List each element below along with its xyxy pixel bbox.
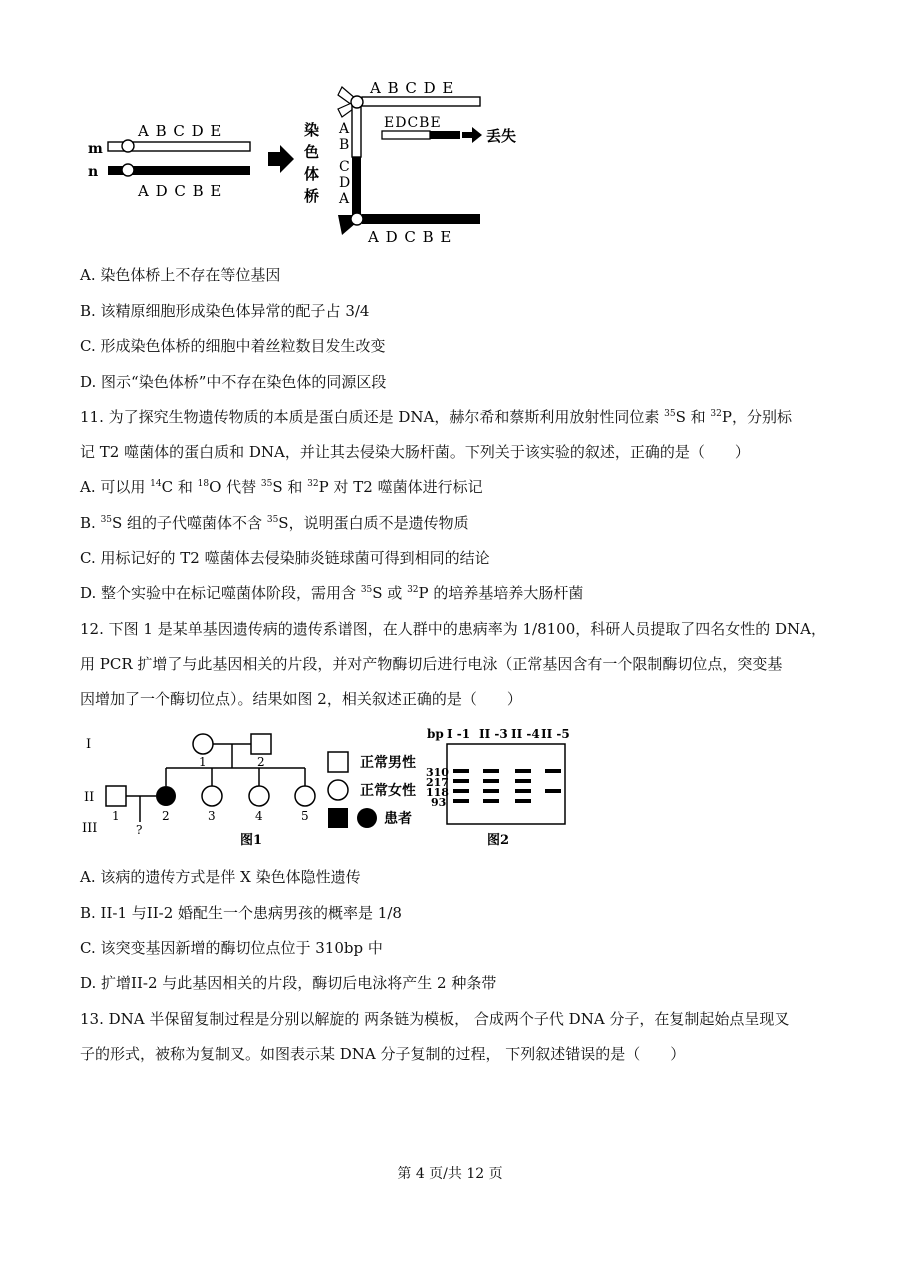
q12-option-d: D. 扩增II-2 与此基因相关的片段，酶切后电泳将产生 2 种条带 <box>80 974 497 992</box>
legend-normal-female: 正常女性 <box>360 783 416 799</box>
q10-option-a: A. 染色体桥上不存在等位基因 <box>80 266 281 284</box>
bottom-genes: A D C B E <box>368 228 453 246</box>
band <box>453 799 469 803</box>
q13-stem-1: 13. DNA 半保留复制过程是分别以解旋的 两条链为模板， 合成两个子代 DNA 分子，在复制起始点呈现叉 <box>80 1010 790 1028</box>
q11-stem-2: 记 T2 噬菌体的蛋白质和 DNA，并让其去侵染大肠杆菌。下列关于该实验的叙述，正确的是（ ） <box>80 443 750 461</box>
female-II-3 <box>202 786 222 806</box>
num-II-5: 5 <box>301 809 309 823</box>
fragment-genes: EDCBE <box>384 115 442 131</box>
gen-label-2: II <box>84 790 95 805</box>
gel-frame <box>447 744 565 824</box>
q12-stem-3: 因增加了一个酶切位点）。结果如图 2，相关叙述正确的是（ ） <box>80 690 522 708</box>
q11-option-a: A. 可以用 $^{14}$C 和 $^{18}$O 代替 $^{35}$S 和 $^{32}$P 对 T2 噬菌体进行标记 <box>80 478 483 496</box>
num-I-1: 1 <box>199 755 207 769</box>
bridge-gene-3: D <box>339 175 351 191</box>
q11-stem-1: 11. 为了探究生物遗传物质的本质是蛋白质还是 DNA，赫尔希和蔡斯利用放射性同位素 $^{35}$S 和 $^{32}$P，分别标 <box>80 408 792 426</box>
m-genes: A B C D E <box>138 122 223 140</box>
gen-label-1: I <box>86 737 92 752</box>
fragment-white <box>382 131 430 139</box>
band <box>515 769 531 773</box>
band <box>515 799 531 803</box>
num-II-2: 2 <box>162 809 170 823</box>
q12-stem-1: 12. 下图 1 是某单基因遗传病的遗传系谱图，在人群中的患病率为 1/8100，科研人员提取了四名女性的 DNA， <box>80 620 826 638</box>
bridge-label-0: 染 <box>304 121 320 139</box>
q11-option-c: C. 用标记好的 T2 噬菌体去侵染肺炎链球菌可得到相同的结论 <box>80 549 490 567</box>
fragment-black <box>430 131 460 139</box>
legend-patient: 患者 <box>384 811 412 827</box>
chromosome-bridge-figure <box>80 75 540 250</box>
q13-stem-2: 子的形式，被称为复制叉。如图表示某 DNA 分子复制的过程， 下列叙述错误的是（ ） <box>80 1045 686 1063</box>
legend-female-icon <box>328 780 348 800</box>
bridge-label-1: 色 <box>304 143 320 161</box>
bridge-gene-2: C <box>339 159 350 175</box>
female-I-1 <box>193 734 213 754</box>
bottom-chromosome <box>362 214 480 224</box>
child-III-unknown: ? <box>136 823 143 837</box>
band <box>483 799 499 803</box>
m-label: m <box>88 141 103 157</box>
q10-option-d: D. 图示“染色体桥”中不存在染色体的同源区段 <box>80 373 387 391</box>
female-II-5 <box>295 786 315 806</box>
num-II-1: 1 <box>112 809 120 823</box>
top-chromosome <box>362 97 480 106</box>
q12-option-c: C. 该突变基因新增的酶切位点位于 310bp 中 <box>80 939 383 957</box>
bridge-gene-4: A <box>339 191 350 207</box>
band <box>453 779 469 783</box>
female-II-4 <box>249 786 269 806</box>
bridge-label-3: 桥 <box>304 187 320 205</box>
bridge-label-2: 体 <box>304 165 320 183</box>
arrow-right-icon <box>268 145 294 173</box>
gel-lane-II-3: II -3 <box>479 727 508 741</box>
band <box>483 789 499 793</box>
pedigree-figure <box>80 722 430 850</box>
gel-lane-I-1: I -1 <box>447 727 471 741</box>
bridge-gene-0: A <box>339 121 350 137</box>
n-label: n <box>88 164 99 180</box>
q11-option-d: D. 整个实验中在标记噬菌体阶段，需用含 $^{35}$S 或 $^{32}$P 的培养基培养大肠杆菌 <box>80 584 584 602</box>
num-II-4: 4 <box>255 809 263 823</box>
band <box>545 789 561 793</box>
band <box>483 769 499 773</box>
q12-option-a: A. 该病的遗传方式是伴 X 染色体隐性遗传 <box>80 868 361 886</box>
male-II-1 <box>106 786 126 806</box>
q10-option-c: C. 形成染色体桥的细胞中着丝粒数目发生改变 <box>80 337 386 355</box>
band <box>483 779 499 783</box>
gel-figure <box>425 722 575 850</box>
bridge-gene-1: B <box>339 137 350 153</box>
n-genes: A D C B E <box>138 182 223 200</box>
page-footer: 第 4 页/共 12 页 <box>397 1166 503 1182</box>
figure-2-caption: 图2 <box>487 833 510 848</box>
gel-size-310: 310 <box>426 766 449 779</box>
gel-size-93: 93 <box>431 796 447 809</box>
gel-lane-II-5: II -5 <box>541 727 570 741</box>
q11-option-b: B. $^{35}$S 组的子代噬菌体不含 $^{35}$S，说明蛋白质不是遗传物质 <box>80 514 469 532</box>
q10-option-b: B. 该精原细胞形成染色体异常的配子占 3/4 <box>80 302 370 320</box>
legend-normal-male: 正常男性 <box>360 755 416 771</box>
q12-stem-2: 用 PCR 扩增了与此基因相关的片段，并对产物酶切后进行电泳（正常基因含有一个限制酶切位点，突变基 <box>80 655 783 673</box>
gel-size-217: 217 <box>426 776 449 789</box>
gen-label-3: III <box>82 821 98 836</box>
arrow-right-icon <box>462 127 482 143</box>
legend-male-icon <box>328 752 348 772</box>
gel-bp-label: bp <box>427 727 444 741</box>
band <box>545 769 561 773</box>
q12-option-b: B. II-1 与II-2 婚配生一个患病男孩的概率是 1/8 <box>80 904 402 922</box>
band <box>515 779 531 783</box>
top-genes: A B C D E <box>370 79 455 97</box>
band <box>453 789 469 793</box>
lost-label: 丢失 <box>486 127 517 145</box>
band <box>515 789 531 793</box>
affected-female-II-2 <box>156 786 176 806</box>
num-I-2: 2 <box>257 755 265 769</box>
gel-lane-II-4: II -4 <box>511 727 540 741</box>
legend-affected-female-icon <box>357 808 377 828</box>
figure-1-caption: 图1 <box>240 833 263 848</box>
band <box>453 769 469 773</box>
male-I-2 <box>251 734 271 754</box>
num-II-3: 3 <box>208 809 216 823</box>
legend-affected-male-icon <box>328 808 348 828</box>
gel-size-118: 118 <box>426 786 449 799</box>
